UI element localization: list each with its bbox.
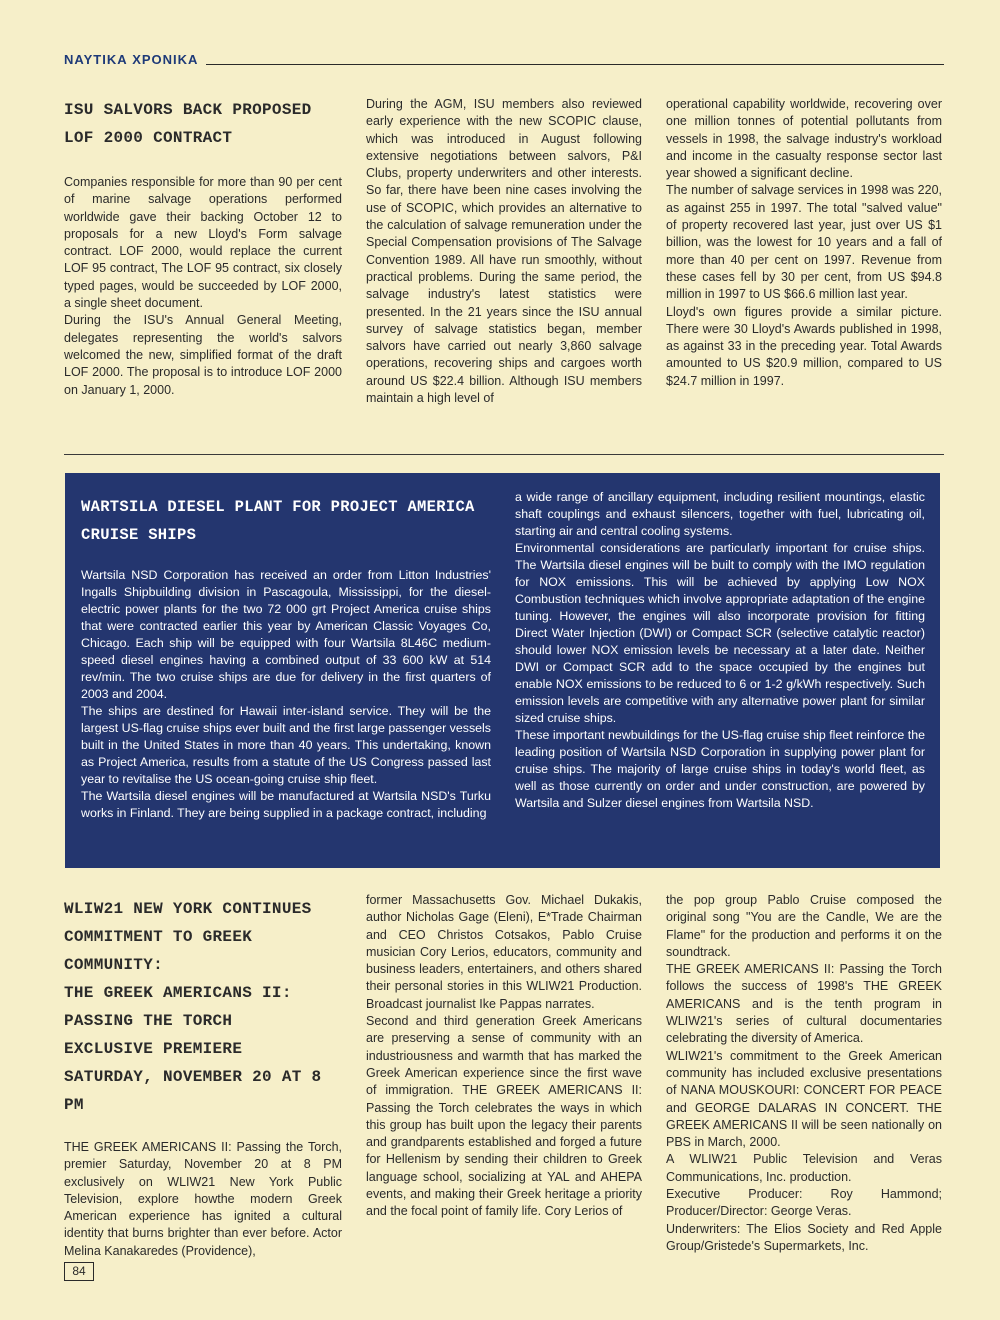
isu-paragraph: Lloyd's own figures provide a similar picture. There were 30 Lloyd's Awards published in 1998, as against 33 in the preceding year. Total Awards amounted to US $20.9 million, compared to US $24.7 million in 1997.: [666, 304, 942, 388]
wartsila-box: [65, 473, 940, 868]
isu-headline: [64, 96, 342, 152]
wliw-headline-line: WLIW21 NEW YORK CONTINUES: [64, 900, 312, 918]
wartsila-paragraph: Wartsila NSD Corporation has received an order from Litton Industries' Ingalls Shipbuilding division in Pascagoula, Mississippi, for the diesel-electric power plants for the two 72 000 grt Project America cruise ships that were contracted earlier this year by American Classic Voyages Co, Chicago. Each ship will be equipped with four Wartsila 8L46C medium-speed diesel engines having a combined output of 33 600 kW at 514 rev/min. The two cruise ships are due for delivery in the first quarters of 2003 and 2004.: [81, 568, 491, 701]
wartsila-headline-line: WARTSILA DIESEL PLANT FOR PROJECT AMERICA: [81, 498, 475, 516]
isu-paragraph: The number of salvage services in 1998 was 220, as against 255 in 1997. The total "salved value" of property recovered last year, just over US $1 billion, was the lowest for 10 years and a fall of more than 40 per cent on 1997. Revenue from these cases fell by 30 per cent, from US $94.8 million in 1997 to US $66.6 million last year.: [666, 183, 942, 302]
wliw-paragraph: Executive Producer: Roy Hammond; Producer/Director: George Veras.: [666, 1187, 942, 1219]
isu-paragraph: During the ISU's Annual General Meeting, delegates representing the world's salvors welcomed the new, simplified format of the draft LOF 2000. The proposal is to introduce LOF 2000 on January 1, 2000.: [64, 313, 342, 397]
wliw-paragraph: THE GREEK AMERICANS II: Passing the Torch, premier Saturday, November 20 at 8 PM exclusively on WLIW21 New York Public Television, explore howthe modern Greek American experience has ignited a cultural identity that burns brighter than ever before. Actor Melina Kanakaredes (Providence),: [64, 1140, 342, 1258]
wliw-paragraph: A WLIW21 Public Television and Veras Communications, Inc. production.: [666, 1152, 942, 1184]
wartsila-paragraph: The ships are destined for Hawaii inter-island service. They will be the largest US-flag cruise ships ever built and the first large passenger vessels built in the United States in more than 40 years. This undertaking, known as Project America, results from a statute of the US Congress passed last year to revitalise the US ocean-going cruise ship fleet.: [81, 704, 491, 786]
wartsila-paragraph: The Wartsila diesel engines will be manufactured at Wartsila NSD's Turku works in Finland. They are being supplied in a package contract, including: [81, 789, 491, 820]
wliw-headline-line: PASSING THE TORCH: [64, 1012, 233, 1030]
wliw-paragraph: THE GREEK AMERICANS II: Passing the Torch follows the success of 1998's THE GREEK AMERICANS and is the tenth program in WLIW21's series of cultural documentaries celebrating the diversity of America.: [666, 962, 942, 1046]
wartsila-headline-line: CRUISE SHIPS: [81, 526, 197, 544]
wliw-paragraph: the pop group Pablo Cruise composed the original song "You are the Candle, We are the Flame" for the production and performs it on the soundtrack.: [666, 893, 942, 959]
wliw-headline: [64, 895, 342, 1119]
wartsila-column-1: [81, 493, 491, 822]
section-divider: [64, 454, 944, 455]
isu-column-3: [666, 96, 942, 390]
wartsila-paragraph: Environmental considerations are particularly important for cruise ships. The Wartsila diesel engines will be built to comply with the IMO regulation for NOX emissions. This will be achieved by applying Low NOX Combustion techniques which involve appropriate adaptation of the engine tuning. However, the engines will also incorporate provision for fitting Direct Water Injection (DWI) or Compact SCR (selective catalytic reactor) should lower NOX emission levels be necessary at a later date. Neither DWI or Compact SCR add to the space occupied by the engines but enable NOX emissions to be reduced to 6 or 1-2 g/kWh respectively. Such emission levels are competitive with any alternative power plant for similar sized cruise ships.: [515, 541, 925, 725]
page-number: 84: [64, 1262, 94, 1281]
isu-paragraph: operational capability worldwide, recovering over one million tonnes of potential pollutants from vessels in 1998, the salvage industry's workload and income in the casualty response sector last year showed a significant decline.: [666, 97, 942, 181]
isu-column-2: [366, 96, 642, 407]
wliw-paragraph: Second and third generation Greek Americans are preserving a sense of community with an industriousness and warmth that has marked the Greek American experience since the first wave of immigration. THE GREEK AMERICANS II: Passing the Torch celebrates the ways in which this group has built upon the legacy their parents and grandparents established and forged a future for Hellenism by sending their children to Greek language school, socializing at YAL and AHEPA events, and making their Greek heritage a priority and the focal point of family life. Cory Lerios of: [366, 1014, 642, 1219]
wliw-headline-line: SATURDAY, NOVEMBER 20 AT 8: [64, 1068, 322, 1086]
wartsila-column-2: [515, 489, 925, 812]
masthead-title: ΝΑΥΤΙΚΑ ΧΡΟΝΙΚΑ: [64, 52, 206, 67]
wliw-headline-line: THE GREEK AMERICANS II:: [64, 984, 292, 1002]
wliw-column-2: [366, 892, 642, 1221]
isu-headline-line: ISU SALVORS BACK PROPOSED: [64, 101, 312, 119]
wliw-column-1: [64, 895, 342, 1260]
wliw-headline-line: COMMUNITY:: [64, 956, 164, 974]
wliw-headline-line: EXCLUSIVE PREMIERE: [64, 1040, 243, 1058]
wliw-paragraph: Underwriters: The Elios Society and Red Apple Group/Gristede's Supermarkets, Inc.: [666, 1221, 942, 1253]
masthead: [64, 52, 944, 72]
wliw-paragraph: WLIW21's commitment to the Greek American community has included exclusive presentations of NANA MOUSKOURI: CONCERT FOR PEACE and GEORGE DALARAS IN CONCERT. THE GREEK AMERICANS II will be seen nationally on PBS in March, 2000.: [666, 1048, 942, 1150]
wartsila-paragraph: a wide range of ancillary equipment, including resilient mountings, elastic shaft couplings and exhaust silencers, together with fuel, lubricating oil, starting air and central cooling systems.: [515, 490, 925, 538]
wartsila-paragraph: These important newbuildings for the US-flag cruise ship fleet reinforce the leading position of Wartsila NSD Corporation in supplying power plant for cruise ships. The majority of large cruise ships in today's world fleet, as well as those currently on order and under construction, are powered by Wartsila and Sulzer diesel engines from Wartsila NSD.: [515, 728, 925, 810]
isu-paragraph: During the AGM, ISU members also reviewed early experience with the new SCOPIC clause, which was introduced in August following extensive negotiations between salvors, P&I Clubs, property underwriters and other interests. So far, there have been nine cases involving the use of SCOPIC, which provides an alternative to the calculation of salvage remuneration under the Special Compensation provisions of The Salvage Convention 1989. All have run smoothly, without practical problems. During the same period, the salvage industry's latest statistics were presented. In the 21 years since the ISU annual survey of salvage statistics began, member salvors have carried out nearly 3,860 salvage operations, recovering ships and cargoes worth around US $22.4 billion. Although ISU members maintain a high level of: [366, 97, 642, 406]
wliw-column-3: [666, 892, 942, 1255]
isu-paragraph: Companies responsible for more than 90 per cent of marine salvage operations performed worldwide gave their backing October 12 to proposals for a new Lloyd's Form salvage contract. LOF 2000, would replace the current LOF 95 contract, The LOF 95 contract, six closely typed pages, would be succeeded by LOF 2000, a single sheet document.: [64, 175, 342, 311]
wliw-paragraph: former Massachusetts Gov. Michael Dukakis, author Nicholas Gage (Eleni), E*Trade Chairman and CEO Christos Cotsakos, Pablo Cruise musician Cory Lerios, educators, community and business leaders, entertainers, and others shared their personal stories in this WLIW21 Production. Broadcast journalist Ike Pappas narrates.: [366, 893, 642, 1011]
wliw-headline-line: PM: [64, 1096, 84, 1114]
isu-column-1: [64, 96, 342, 399]
wartsila-headline: [81, 493, 491, 549]
wliw-headline-line: COMMITMENT TO GREEK: [64, 928, 253, 946]
isu-headline-line: LOF 2000 CONTRACT: [64, 129, 233, 147]
